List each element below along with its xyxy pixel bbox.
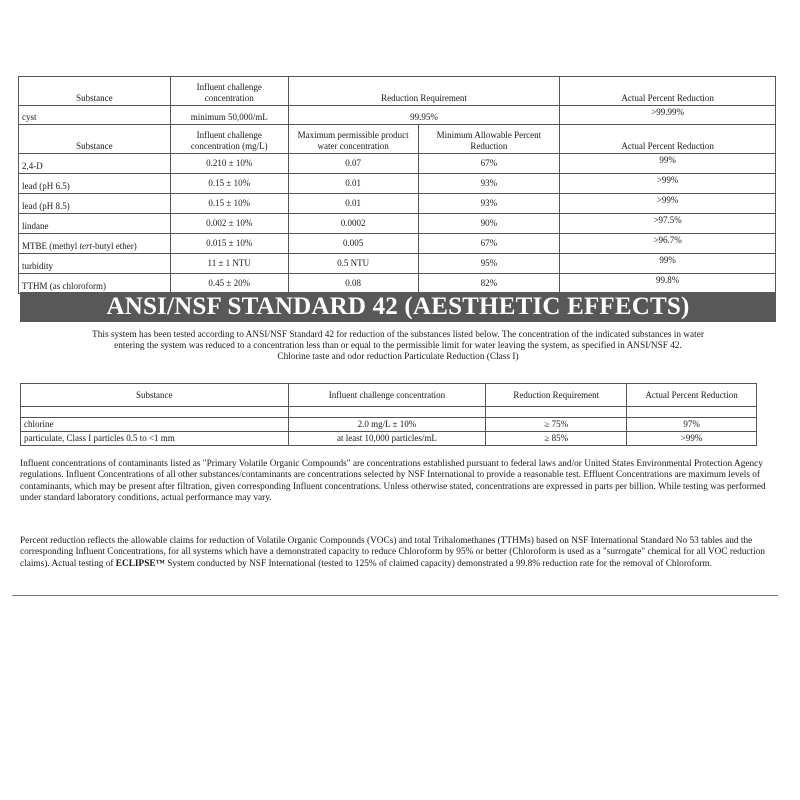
table-row (21, 432, 757, 446)
cell-min: 67% (418, 154, 560, 174)
header-actual: Actual Percent Reduction (627, 384, 757, 407)
cell-substance: lindane (19, 214, 171, 234)
cell-actual: 99% (560, 154, 776, 174)
header-influent: Influent challenge concentration (mg/L) (170, 125, 288, 154)
cell-substance: particulate, Class I particles 0.5 to <1 mm (21, 432, 289, 446)
contaminant-reduction-table (18, 76, 776, 294)
header-substance: Substance (21, 384, 289, 407)
cell-substance: chlorine (21, 418, 289, 432)
header-requirement: Reduction Requirement (288, 77, 560, 106)
cell-min: 95% (418, 254, 560, 274)
cell-influent: 2.0 mg/L ± 10% (288, 418, 486, 432)
standard-42-intro (20, 330, 776, 363)
table-row (19, 154, 776, 174)
intro-line-2: entering the system was reduced to a concentration less than or equal to the permissible limit for water leaving the system, as specified in ANSI/NSF 42. (114, 341, 682, 351)
table-spacer-row (21, 407, 757, 418)
cell-influent: 0.210 ± 10% (170, 154, 288, 174)
cell-influent: 0.015 ± 10% (170, 234, 288, 254)
cell-actual: >99% (560, 174, 776, 194)
eclipse-brand: ECLIPSE™ (115, 558, 165, 569)
header-influent: Influent challenge concentration (288, 384, 486, 407)
cell-max: 0.07 (288, 154, 418, 174)
cell-influent: at least 10,000 particles/mL (288, 432, 486, 446)
table-row-cyst (19, 106, 776, 125)
cell-max: 0.5 NTU (288, 254, 418, 274)
spacer-cell (288, 407, 486, 418)
cell-substance: lead (pH 8.5) (19, 194, 171, 214)
header-max: Maximum permissible product water concentration (288, 125, 418, 154)
cell-substance: TTHM (as chloroform) (19, 274, 171, 294)
table-header-row-2 (19, 125, 776, 154)
cell-substance (19, 234, 171, 254)
spacer-cell (486, 407, 627, 418)
cell-actual: >96.7% (560, 234, 776, 254)
cell-substance: 2,4-D (19, 154, 171, 174)
intro-line-1: This system has been tested according to ANSI/NSF Standard 42 for reduction of the substances listed below. The concentration of the indicated substances in water (92, 330, 704, 340)
cell-actual: >99% (560, 194, 776, 214)
cell-actual: >99.99% (560, 106, 776, 125)
cell-actual: 99.8% (560, 274, 776, 294)
standard-42-banner: ANSI/NSF STANDARD 42 (AESTHETIC EFFECTS) (20, 292, 776, 322)
table-row (19, 174, 776, 194)
cell-substance: lead (pH 6.5) (19, 174, 171, 194)
cell-max: 0.08 (288, 274, 418, 294)
cell-min: 93% (418, 174, 560, 194)
cell-influent: 0.15 ± 10% (170, 174, 288, 194)
cell-actual: 99% (560, 254, 776, 274)
cell-requirement: ≥ 75% (486, 418, 627, 432)
cell-influent: 0.15 ± 10% (170, 194, 288, 214)
cell-influent: minimum 50,000/mL (170, 106, 288, 125)
intro-line-3: Chlorine taste and odor reduction Particulate Reduction (Class I) (277, 352, 519, 362)
table-row (19, 254, 776, 274)
cell-min: 82% (418, 274, 560, 294)
header-substance: Substance (19, 125, 171, 154)
cell-substance: turbidity (19, 254, 171, 274)
cell-max: 0.01 (288, 174, 418, 194)
header-actual: Actual Percent Reduction (560, 125, 776, 154)
cell-min: 93% (418, 194, 560, 214)
cell-max: 0.0002 (288, 214, 418, 234)
table-row (19, 234, 776, 254)
header-actual: Actual Percent Reduction (560, 77, 776, 106)
influent-note-paragraph: Influent concentrations of contaminants listed as "Primary Volatile Organic Compounds" are concentrations established pursuant to federal laws and/or United States Environmental Protection Agency regulations. Influent Concentrations of all other substances/contaminants are concentrations selected by NSF International to provide a reasonable test. Effluent Concentrations are maximum levels of contaminants, which may be present after filtration, given corresponding Influent concentrations. Unless otherwise stated, concentrations are expressed in parts per billion. While testing was performed under standard laboratory conditions, actual performance may vary. (20, 459, 766, 503)
cell-substance: cyst (19, 106, 171, 125)
bottom-divider (12, 595, 778, 596)
header-min: Minimum Allowable Percent Reduction (418, 125, 560, 154)
aesthetic-reduction-table (20, 383, 757, 446)
para2-text-before: Percent reduction reflects the allowable claims for reduction of Volatile Organic Compounds (VOCs) and total Trihalomethanes (TTHMs) based on NSF International Standard No 53 tables and the corresponding Influent Concentrations, for all systems which have a demonstrated capacity to reduce Chloroform by 95% or better (Chloroform is used as a "surrogate" chemical for all VOC reduction claims). Actual testing of (20, 536, 766, 569)
para2-text-after: System conducted by NSF International (tested to 125% of claimed capacity) demonstrated a 99.8% reduction rate for the removal of Chloroform. (164, 558, 712, 569)
table-header-row (21, 384, 757, 407)
header-influent: Influent challenge concentration (170, 77, 288, 106)
table-row (19, 214, 776, 234)
mtbe-label: MTBE (methyl tert-butyl ether) (22, 241, 137, 251)
cell-max: 0.005 (288, 234, 418, 254)
table-header-row (19, 77, 776, 106)
percent-reduction-paragraph (20, 536, 776, 570)
cell-influent: 11 ± 1 NTU (170, 254, 288, 274)
cell-requirement: ≥ 85% (486, 432, 627, 446)
cell-actual: >97.5% (560, 214, 776, 234)
cell-max: 0.01 (288, 194, 418, 214)
spacer-cell (21, 407, 289, 418)
cell-min: 90% (418, 214, 560, 234)
table-row (19, 194, 776, 214)
header-requirement: Reduction Requirement (486, 384, 627, 407)
table-row (21, 418, 757, 432)
cell-influent: 0.002 ± 10% (170, 214, 288, 234)
table-row (19, 274, 776, 294)
cell-min: 67% (418, 234, 560, 254)
tert-italic: tert (79, 241, 92, 251)
spacer-cell (627, 407, 757, 418)
header-substance: Substance (19, 77, 171, 106)
cell-actual: 97% (627, 418, 757, 432)
cell-influent: 0.45 ± 20% (170, 274, 288, 294)
cell-actual: >99% (627, 432, 757, 446)
cell-requirement: 99.95% (288, 106, 560, 125)
